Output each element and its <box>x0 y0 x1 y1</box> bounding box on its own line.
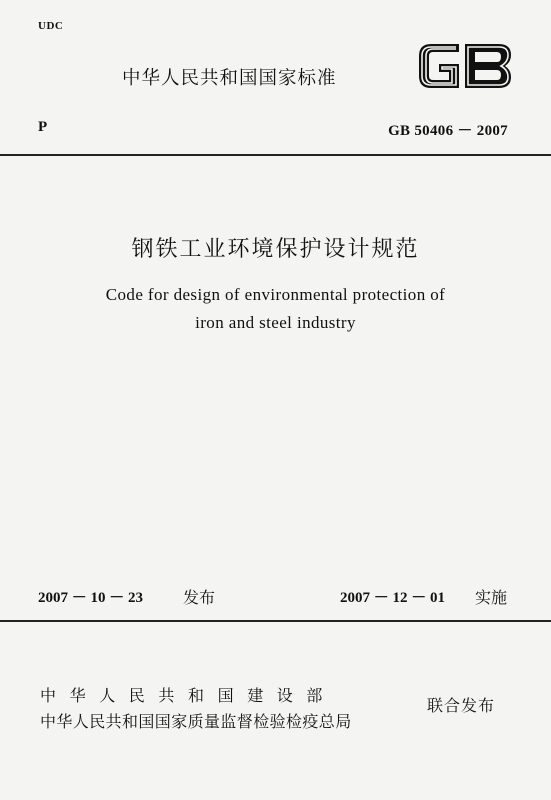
issue-label: 发布 <box>183 588 216 607</box>
category-code: P <box>38 119 48 135</box>
issue-date: 2007 － 10 － 23 <box>38 590 144 606</box>
gb-logo-mark <box>419 44 511 88</box>
gb-logo <box>415 38 515 94</box>
title-chinese: 钢铁工业环境保护设计规范 <box>131 237 420 262</box>
issuer-aqsiq: 中华人民共和国国家质量监督检验检疫总局 <box>40 712 352 731</box>
title-english-line-1: Code for design of environmental protection of <box>105 285 446 304</box>
title-english-line-2: iron and steel industry <box>195 313 356 332</box>
standard-number: GB 50406 － 2007 <box>388 123 508 139</box>
issuer-ministry-of-construction: 中华人民共和国建设部 <box>40 686 337 705</box>
udc-label: UDC <box>38 20 64 32</box>
standard-type-title: 中华人民共和国国家标准 <box>122 68 337 89</box>
bottom-divider <box>0 620 551 622</box>
top-divider <box>0 154 551 156</box>
joint-issue-label: 联合发布 <box>427 696 496 715</box>
implementation-date: 2007 － 12 － 01 <box>340 590 446 606</box>
implementation-label: 实施 <box>475 588 508 607</box>
